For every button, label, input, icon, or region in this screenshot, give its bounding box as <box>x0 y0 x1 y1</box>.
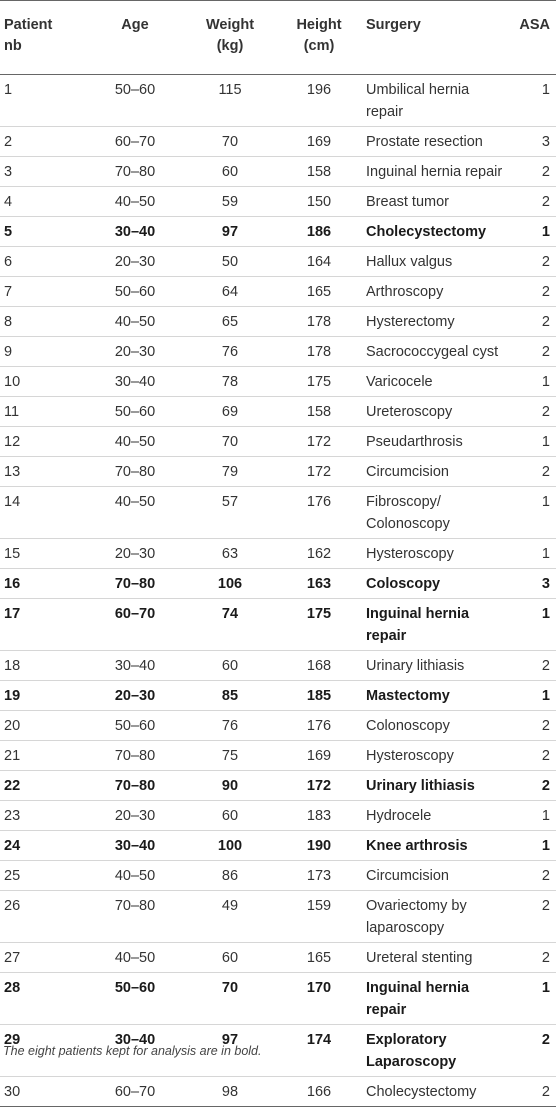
table-row <box>0 891 556 943</box>
table-row <box>0 539 556 569</box>
cell-weight: 98 <box>221 1084 239 1100</box>
cell-surgery: Hydrocele <box>366 808 432 824</box>
cell-surgery: Colonoscopy <box>366 718 450 734</box>
cell-age: 40–50 <box>114 194 156 210</box>
cell-height: 185 <box>306 688 332 704</box>
table-row <box>0 75 556 127</box>
cell-height: 178 <box>306 314 332 330</box>
cell-asa: 1 <box>541 688 550 704</box>
cell-patient-nb: 5 <box>4 224 13 240</box>
cell-height: 158 <box>306 404 332 420</box>
cell-height: 178 <box>306 344 332 360</box>
cell-patient-nb: 21 <box>4 748 21 764</box>
cell-patient-nb: 11 <box>4 404 20 420</box>
cell-patient-nb: 16 <box>4 576 21 592</box>
cell-height: 158 <box>306 164 332 180</box>
table-row <box>0 973 556 1025</box>
table-row <box>0 943 556 973</box>
cell-age: 20–30 <box>114 808 156 824</box>
table-body <box>0 75 556 1107</box>
cell-weight: 49 <box>221 898 239 914</box>
cell-surgery: Knee arthrosis <box>366 838 468 854</box>
table-row <box>0 599 556 651</box>
cell-age: 30–40 <box>114 374 156 390</box>
cell-surgery: Umbilical hernia repair <box>366 82 470 120</box>
cell-patient-nb: 13 <box>4 464 21 480</box>
cell-height: 175 <box>306 606 332 622</box>
cell-patient-nb: 14 <box>4 494 21 510</box>
cell-height: 176 <box>306 718 332 734</box>
table-row <box>0 861 556 891</box>
cell-weight: 70 <box>221 980 239 996</box>
cell-patient-nb: 20 <box>4 718 21 734</box>
cell-asa: 3 <box>541 134 550 150</box>
cell-age: 30–40 <box>114 658 156 674</box>
cell-patient-nb: 10 <box>4 374 21 390</box>
cell-height: 186 <box>306 224 332 240</box>
cell-asa: 2 <box>541 868 550 884</box>
cell-surgery: Urinary lithiasis <box>366 658 465 674</box>
cell-patient-nb: 19 <box>4 688 21 704</box>
cell-surgery: Arthroscopy <box>366 284 444 300</box>
cell-surgery: Coloscopy <box>366 576 441 592</box>
cell-age: 30–40 <box>114 838 156 854</box>
cell-asa: 2 <box>541 404 550 420</box>
cell-weight: 70 <box>221 434 239 450</box>
cell-patient-nb: 29 <box>4 1032 21 1048</box>
cell-asa: 2 <box>541 1084 550 1100</box>
cell-age: 60–70 <box>114 134 156 150</box>
cell-surgery: Fibroscopy/ Colonoscopy <box>366 494 450 532</box>
cell-surgery: Inguinal hernia repair <box>366 606 470 644</box>
cell-patient-nb: 8 <box>4 314 13 330</box>
cell-surgery: Ovariectomy by laparoscopy <box>366 898 467 936</box>
cell-weight: 60 <box>221 658 239 674</box>
cell-height: 169 <box>306 748 332 764</box>
cell-surgery: Breast tumor <box>366 194 449 210</box>
cell-age: 50–60 <box>114 82 156 98</box>
cell-patient-nb: 15 <box>4 546 21 562</box>
cell-height: 168 <box>306 658 332 674</box>
cell-asa: 2 <box>541 778 550 794</box>
cell-surgery: Hysteroscopy <box>366 748 454 764</box>
table-row <box>0 277 556 307</box>
cell-height: 175 <box>306 374 332 390</box>
cell-age: 20–30 <box>114 254 156 270</box>
cell-asa: 2 <box>541 748 550 764</box>
cell-surgery: Inguinal hernia repair <box>366 980 470 1018</box>
table-row <box>0 741 556 771</box>
table-row <box>0 217 556 247</box>
cell-surgery: Circumcision <box>366 464 449 480</box>
cell-height: 173 <box>306 868 332 884</box>
cell-age: 50–60 <box>114 718 156 734</box>
cell-weight: 106 <box>217 576 243 592</box>
cell-weight: 59 <box>221 194 239 210</box>
cell-weight: 97 <box>221 1032 239 1048</box>
cell-height: 174 <box>306 1032 332 1048</box>
cell-height: 196 <box>306 82 332 98</box>
cell-weight: 115 <box>218 82 242 98</box>
cell-age: 30–40 <box>114 224 156 240</box>
cell-patient-nb: 2 <box>4 134 13 150</box>
header-patient-nb: Patient nb <box>0 1 86 75</box>
cell-height: 169 <box>306 134 332 150</box>
cell-weight: 60 <box>221 950 239 966</box>
cell-weight: 60 <box>221 808 239 824</box>
cell-asa: 1 <box>541 808 550 824</box>
cell-surgery: Cholecystectomy <box>366 224 487 240</box>
cell-weight: 86 <box>221 868 239 884</box>
cell-patient-nb: 22 <box>4 778 21 794</box>
cell-age: 40–50 <box>114 314 156 330</box>
table-row <box>0 487 556 539</box>
cell-surgery: Varicocele <box>366 374 433 390</box>
cell-age: 50–60 <box>114 284 156 300</box>
cell-weight: 100 <box>217 838 243 854</box>
cell-asa: 2 <box>541 164 550 180</box>
cell-patient-nb: 4 <box>4 194 13 210</box>
cell-height: 162 <box>306 546 332 562</box>
table-row <box>0 187 556 217</box>
table-row <box>0 127 556 157</box>
header-surgery: Surgery <box>362 1 508 75</box>
cell-age: 40–50 <box>114 434 156 450</box>
cell-weight: 64 <box>221 284 239 300</box>
cell-weight: 78 <box>221 374 239 390</box>
cell-height: 183 <box>306 808 332 824</box>
cell-weight: 70 <box>221 134 239 150</box>
cell-asa: 2 <box>541 464 550 480</box>
cell-age: 20–30 <box>114 688 156 704</box>
cell-weight: 74 <box>221 606 239 622</box>
cell-patient-nb: 17 <box>4 606 21 622</box>
cell-asa: 1 <box>541 980 550 996</box>
cell-surgery: Hallux valgus <box>366 254 453 270</box>
cell-asa: 2 <box>541 1032 550 1048</box>
cell-asa: 1 <box>541 224 550 240</box>
cell-patient-nb: 18 <box>4 658 21 674</box>
cell-asa: 1 <box>541 374 550 390</box>
cell-age: 40–50 <box>114 950 156 966</box>
cell-age: 40–50 <box>114 868 156 884</box>
cell-age: 20–30 <box>114 546 156 562</box>
cell-weight: 76 <box>221 718 239 734</box>
cell-asa: 1 <box>541 82 550 98</box>
cell-age: 30–40 <box>114 1032 156 1048</box>
cell-patient-nb: 12 <box>4 434 21 450</box>
cell-asa: 2 <box>541 898 550 914</box>
table-row <box>0 397 556 427</box>
table-row <box>0 337 556 367</box>
cell-height: 166 <box>306 1084 332 1100</box>
cell-surgery: Inguinal hernia repair <box>366 164 503 180</box>
table-row <box>0 367 556 397</box>
cell-weight: 63 <box>221 546 239 562</box>
table-row <box>0 651 556 681</box>
cell-age: 60–70 <box>114 606 156 622</box>
cell-weight: 85 <box>221 688 239 704</box>
cell-patient-nb: 24 <box>4 838 21 854</box>
cell-surgery: Exploratory Laparoscopy <box>366 1032 457 1070</box>
cell-height: 172 <box>306 778 332 794</box>
cell-patient-nb: 26 <box>4 898 21 914</box>
table-row <box>0 771 556 801</box>
cell-asa: 2 <box>541 254 550 270</box>
cell-height: 150 <box>306 194 332 210</box>
cell-weight: 60 <box>221 164 239 180</box>
cell-weight: 50 <box>221 254 239 270</box>
cell-age: 70–80 <box>114 164 156 180</box>
cell-height: 165 <box>306 950 332 966</box>
cell-patient-nb: 28 <box>4 980 21 996</box>
cell-height: 190 <box>306 838 332 854</box>
cell-weight: 69 <box>221 404 239 420</box>
cell-surgery: Hysteroscopy <box>366 546 454 562</box>
table-row <box>0 681 556 711</box>
cell-asa: 2 <box>541 314 550 330</box>
cell-asa: 1 <box>541 494 550 510</box>
cell-age: 60–70 <box>114 1084 156 1100</box>
cell-asa: 1 <box>541 606 550 622</box>
table-row <box>0 157 556 187</box>
header-height: Height (cm) <box>276 1 362 75</box>
cell-surgery: Cholecystectomy <box>366 1084 477 1100</box>
cell-patient-nb: 9 <box>4 344 13 360</box>
cell-asa: 2 <box>541 658 550 674</box>
cell-weight: 97 <box>221 224 239 240</box>
table-row <box>0 427 556 457</box>
cell-patient-nb: 27 <box>4 950 21 966</box>
cell-age: 70–80 <box>114 576 156 592</box>
table-row <box>0 307 556 337</box>
cell-age: 70–80 <box>114 778 156 794</box>
table-row <box>0 831 556 861</box>
table-row <box>0 801 556 831</box>
cell-height: 170 <box>306 980 332 996</box>
cell-surgery: Sacrococcygeal cyst <box>366 344 499 360</box>
table-row <box>0 569 556 599</box>
cell-patient-nb: 30 <box>4 1084 21 1100</box>
cell-asa: 2 <box>541 284 550 300</box>
cell-weight: 90 <box>221 778 239 794</box>
cell-weight: 75 <box>221 748 239 764</box>
cell-patient-nb: 1 <box>4 82 13 98</box>
cell-height: 172 <box>306 434 332 450</box>
cell-height: 176 <box>306 494 332 510</box>
cell-weight: 76 <box>221 344 239 360</box>
table-footnote: The eight patients kept for analysis are in bold. <box>3 1044 262 1058</box>
cell-weight: 79 <box>221 464 239 480</box>
cell-patient-nb: 6 <box>4 254 13 270</box>
cell-asa: 2 <box>541 950 550 966</box>
cell-age: 40–50 <box>114 494 156 510</box>
cell-surgery: Ureteroscopy <box>366 404 453 420</box>
cell-asa: 1 <box>541 546 550 562</box>
cell-age: 20–30 <box>114 344 156 360</box>
cell-surgery: Hysterectomy <box>366 314 455 330</box>
table-row <box>0 711 556 741</box>
cell-patient-nb: 3 <box>4 164 13 180</box>
header-age: Age <box>86 1 184 75</box>
table-row <box>0 1077 556 1107</box>
cell-weight: 65 <box>221 314 239 330</box>
cell-asa: 2 <box>541 344 550 360</box>
cell-height: 172 <box>306 464 332 480</box>
cell-age: 70–80 <box>114 464 156 480</box>
cell-age: 70–80 <box>114 748 156 764</box>
cell-surgery: Ureteral stenting <box>366 950 473 966</box>
header-asa: ASA <box>508 1 556 75</box>
cell-age: 70–80 <box>114 898 156 914</box>
cell-asa: 1 <box>541 434 550 450</box>
cell-height: 159 <box>306 898 332 914</box>
cell-surgery: Pseudarthrosis <box>366 434 463 450</box>
cell-height: 165 <box>306 284 332 300</box>
cell-height: 164 <box>306 254 332 270</box>
cell-patient-nb: 7 <box>4 284 13 300</box>
cell-asa: 2 <box>541 194 550 210</box>
cell-surgery: Urinary lithiasis <box>366 778 475 794</box>
cell-patient-nb: 23 <box>4 808 21 824</box>
cell-surgery: Prostate resection <box>366 134 483 150</box>
cell-asa: 2 <box>541 718 550 734</box>
cell-asa: 1 <box>541 838 550 854</box>
cell-surgery: Circumcision <box>366 868 449 884</box>
table-row <box>0 247 556 277</box>
cell-age: 50–60 <box>114 404 156 420</box>
cell-patient-nb: 25 <box>4 868 21 884</box>
cell-age: 50–60 <box>114 980 156 996</box>
cell-height: 163 <box>306 576 332 592</box>
cell-surgery: Mastectomy <box>366 688 450 704</box>
header-row <box>0 1 556 75</box>
cell-asa: 3 <box>541 576 550 592</box>
table-row <box>0 457 556 487</box>
header-weight: Weight (kg) <box>184 1 276 75</box>
cell-weight: 57 <box>221 494 239 510</box>
